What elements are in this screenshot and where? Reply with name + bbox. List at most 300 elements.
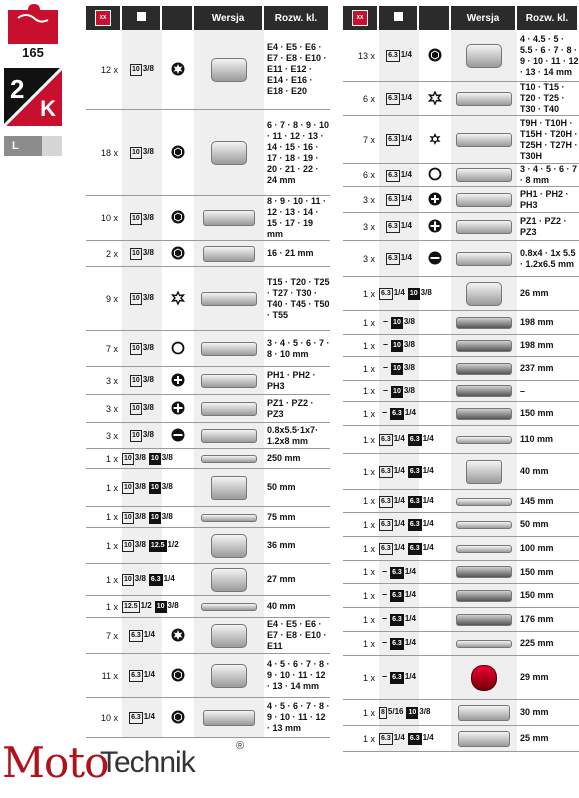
profile-cell: [419, 632, 451, 656]
drive-fraction: 3/8: [161, 482, 173, 491]
size-range: E4 · E5 · E6 · E7 · E8 · E10 · E11: [264, 618, 330, 654]
torx-star-icon: [171, 634, 185, 644]
table-row: [343, 426, 579, 454]
size-range: T15 · T20 · T25 · T27 · T30 · T40 · T45 · T50 · T55: [264, 267, 330, 331]
tool-image-cell: [451, 277, 517, 311]
size-range: 16 · 21 mm: [264, 241, 330, 267]
bar-tool-image: [456, 521, 512, 529]
table-row: [343, 357, 579, 381]
no-drive-dash: –: [383, 362, 389, 372]
drive-size-badge: 6.3: [386, 194, 400, 206]
quantity: 1 x: [86, 596, 122, 618]
drive-fraction: 1/4: [393, 733, 405, 742]
drive-fraction: 1/4: [393, 495, 405, 505]
tool-image-cell: [194, 449, 264, 469]
table-row: [86, 395, 330, 423]
drive-fraction: 1/4: [404, 590, 416, 599]
profile-cell: [162, 618, 194, 654]
profile-cell: [162, 331, 194, 367]
tool-image-cell: [194, 367, 264, 395]
table-row: [343, 584, 579, 608]
table-row: [86, 469, 330, 507]
phillips-icon: [171, 379, 185, 389]
profile-cell: [162, 267, 194, 331]
bit-tool-image: [201, 374, 257, 388]
ratchet-tool-image: [456, 317, 512, 329]
drive-fraction: 3/8: [134, 511, 146, 521]
quantity: 1 x: [343, 656, 379, 700]
quantity: 1 x: [86, 528, 122, 564]
drive-size: [379, 277, 432, 311]
size-range: E4 · E5 · E6 · E7 · E8 · E10 · E11 · E12 · E14 · E16 · E18 · E20: [264, 30, 330, 110]
size-range: 250 mm: [264, 449, 330, 469]
drive-size: [379, 454, 434, 490]
drive-size-badge: 10: [406, 707, 418, 719]
profile-cell: [419, 241, 451, 277]
drive-fraction: 1/2: [167, 540, 179, 549]
drive-size-badge: 6.3: [390, 408, 404, 420]
tool-image-cell: [451, 311, 517, 335]
tool-image-cell: [194, 30, 264, 110]
quantity: 3 x: [86, 367, 122, 395]
table-row: [86, 423, 330, 449]
drive-fraction: 3/8: [419, 707, 431, 716]
tool-image-cell: [194, 596, 264, 618]
drive-size-badge: 6.3: [149, 574, 163, 586]
profile-cell: [419, 164, 451, 187]
hex-socket-icon: [171, 716, 185, 726]
table-row: [86, 654, 330, 698]
square-drive-icon: [394, 12, 403, 21]
tool-image-cell: [194, 267, 264, 331]
bit-tool-image: [456, 193, 512, 207]
drive-fraction: 1/4: [404, 614, 416, 623]
profile-cell: [162, 654, 194, 698]
quantity: 1 x: [86, 449, 122, 469]
drive-fraction: 3/8: [142, 293, 154, 302]
drive-fraction: 3/8: [403, 317, 415, 326]
deep-tool-image: [203, 710, 255, 726]
profile-cell: [162, 395, 194, 423]
size-range: 176 mm: [517, 608, 579, 632]
profile-cell: [419, 311, 451, 335]
tool-image-cell: [451, 116, 517, 164]
socket-tool-image: [211, 664, 247, 688]
tool-image-cell: [451, 561, 517, 584]
ratchet-tool-image: [456, 566, 512, 578]
drive-size-badge: 10: [130, 147, 142, 159]
quantity: 3 x: [343, 241, 379, 277]
tool-image-cell: [451, 335, 517, 357]
drive-size-badge: 6.3: [408, 466, 422, 478]
ratchet-tool-image: [456, 385, 512, 397]
drive-size-badge: 6.3: [379, 543, 393, 555]
size-range: 29 mm: [517, 656, 579, 700]
tool-image-cell: [194, 196, 264, 241]
size-range: 0.8x4 · 1x 5.5 · 1.2x6.5 mm: [517, 241, 579, 277]
drive-fraction: 1/4: [400, 169, 412, 179]
socket-tool-image: [211, 534, 247, 558]
quantity: 1 x: [343, 726, 379, 752]
drive-fraction: 1/4: [400, 134, 412, 143]
drive-size-badge: 10: [122, 574, 134, 586]
header-brand-cell: [86, 6, 122, 30]
deep-tool-image: [458, 705, 510, 721]
tool-image-cell: [194, 331, 264, 367]
size-range: 3 · 4 · 5 · 6 · 7 · 8 · 10 mm: [264, 331, 330, 367]
drive-size-badge: 6.3: [390, 590, 404, 602]
grade-number: 2: [10, 74, 25, 104]
drive-size-badge: 6.3: [379, 466, 393, 478]
quantity: 1 x: [86, 564, 122, 596]
tool-image-cell: [194, 241, 264, 267]
bar-tool-image: [456, 436, 512, 444]
bit-tool-image: [456, 92, 512, 106]
profile-cell: [419, 116, 451, 164]
drive-fraction: 1/4: [393, 466, 405, 475]
drive-size-badge: 6.3: [379, 496, 393, 508]
drive-size: [122, 654, 162, 698]
quantity: 11 x: [86, 654, 122, 698]
profile-cell: [419, 402, 451, 426]
drive-fraction: 1/4: [404, 672, 416, 681]
drive-size: [379, 164, 419, 187]
pozidriv-icon: [428, 225, 442, 235]
drive-fraction: 3/8: [403, 340, 415, 349]
table-row: [86, 564, 330, 596]
drive-size-badge: 10: [122, 482, 134, 494]
drive-fraction: 1/4: [422, 466, 434, 475]
drive-fraction: 3/8: [420, 288, 432, 297]
drive-size-badge: 6.3: [386, 170, 400, 182]
watermark-technik: Technik: [100, 746, 195, 779]
profile-cell: [419, 656, 451, 700]
drive-size-badge: 6.3: [386, 93, 400, 105]
quantity: 1 x: [343, 700, 379, 726]
bar-tool-image: [456, 498, 512, 506]
tool-image-cell: [451, 241, 517, 277]
drive-size-badge: 6.3: [408, 733, 422, 745]
table-row: [343, 561, 579, 584]
quantity: 1 x: [343, 426, 379, 454]
quantity: 3 x: [343, 213, 379, 241]
tool-image-cell: [451, 632, 517, 656]
square-drive-icon: [137, 12, 146, 21]
tool-image-cell: [194, 654, 264, 698]
drive-size: [122, 395, 162, 423]
quantity: 7 x: [343, 116, 379, 164]
drive-size-badge: 10: [130, 248, 142, 260]
table-row: [343, 381, 579, 402]
ring-icon: [428, 173, 442, 183]
drive-size-badge: 6.3: [386, 253, 400, 265]
drive-size: [122, 469, 173, 507]
torx-hole-icon: [428, 138, 442, 148]
quantity: 7 x: [86, 618, 122, 654]
profile-cell: [162, 241, 194, 267]
no-drive-dash: –: [383, 384, 389, 395]
tool-image-cell: [194, 507, 264, 528]
drive-size-badge: 6.3: [408, 434, 422, 446]
profile-cell: [162, 30, 194, 110]
brand-icon: XX: [352, 10, 368, 26]
drive-fraction: 1/4: [422, 543, 434, 552]
drive-size-badge: 6.3: [390, 672, 404, 684]
table-row: [86, 196, 330, 241]
drive-size: [122, 618, 162, 654]
size-range: 75 mm: [264, 507, 330, 528]
tool-image-cell: [451, 726, 517, 752]
size-range: 40 mm: [264, 596, 330, 618]
table-row: [343, 656, 579, 700]
size-range: 237 mm: [517, 357, 579, 381]
phillips-icon: [428, 198, 442, 208]
drive-size: [122, 449, 173, 469]
quantity: 1 x: [343, 537, 379, 561]
drive-size-badge: 12.5: [122, 601, 140, 613]
drive-fraction: 1/4: [400, 221, 412, 230]
size-range: 150 mm: [517, 402, 579, 426]
drive-fraction: 3/8: [142, 147, 154, 156]
quantity: 1 x: [86, 469, 122, 507]
profile-cell: [419, 561, 451, 584]
table-row: [343, 726, 579, 752]
size-range: PH1 · PH2 · PH3: [517, 187, 579, 213]
drive-size: [379, 490, 434, 513]
hex-socket-icon: [171, 252, 185, 262]
profile-cell: [419, 187, 451, 213]
drive-size: [122, 596, 179, 618]
drive-size-badge: 6.3: [390, 638, 404, 650]
drive-size: [379, 335, 419, 357]
bit-tool-image: [201, 292, 257, 306]
drive-fraction: 3/8: [134, 540, 146, 549]
header-sizes: Rozw. kl.: [517, 6, 579, 30]
drive-size: [379, 116, 419, 164]
drive-size-badge: 10: [122, 512, 134, 524]
red-tool-image: [471, 665, 497, 691]
tool-image-cell: [451, 584, 517, 608]
quantity: 1 x: [343, 402, 379, 426]
size-range: 30 mm: [517, 700, 579, 726]
profile-cell: [419, 335, 451, 357]
drive-size-badge: 6.3: [390, 567, 404, 579]
drive-fraction: 1/4: [143, 712, 155, 721]
socket-tool-image: [466, 282, 502, 306]
ring-icon: [171, 347, 185, 357]
drive-fraction: 3/8: [142, 343, 154, 352]
tool-image-cell: [451, 30, 517, 82]
ratchet-tool-image: [456, 408, 512, 420]
header-icon-cell: [419, 6, 451, 30]
drive-size-badge: 10: [130, 343, 142, 355]
size-range: PZ1 · PZ2 · PZ3: [517, 213, 579, 241]
size-range: 27 mm: [264, 564, 330, 596]
drive-size-badge: 6.3: [379, 733, 393, 745]
drive-size: [379, 656, 419, 700]
drive-fraction: 1/2: [140, 601, 152, 610]
drive-fraction: 1/4: [422, 519, 434, 528]
drive-fraction: 1/4: [400, 50, 412, 59]
hex-socket-icon: [171, 216, 185, 226]
drive-fraction: 1/4: [393, 543, 405, 552]
table-row: [343, 187, 579, 213]
table-row: [86, 596, 330, 618]
quantity: 7 x: [86, 331, 122, 367]
table-row: [343, 537, 579, 561]
drive-size: [379, 311, 419, 335]
drive-size: [122, 241, 162, 267]
watermark-registered: ®: [236, 740, 245, 752]
size-range: 4 · 5 · 6 · 7 · 8 · 9 · 10 · 11 · 12 · 13 · 14 mm: [264, 654, 330, 698]
grade-badge: [4, 68, 62, 126]
size-range: 25 mm: [517, 726, 579, 752]
tool-image-cell: [451, 213, 517, 241]
size-range: –: [517, 381, 579, 402]
moto-technik-watermark: [0, 732, 250, 798]
drive-size-badge: 10: [391, 317, 403, 329]
size-indicator: [4, 136, 62, 156]
bar-tool-image: [456, 545, 512, 553]
header-icon-cell: [162, 6, 194, 30]
tool-image-cell: [451, 164, 517, 187]
size-letter: L: [4, 136, 42, 156]
quantity: 3 x: [86, 423, 122, 449]
size-range: 8 · 9 · 10 · 11 · 12 · 13 · 14 · 15 · 17 · 19 mm: [264, 196, 330, 241]
quantity: 10 x: [86, 698, 122, 738]
drive-size: [379, 213, 419, 241]
drive-size-badge: 6.3: [379, 288, 393, 300]
socket-tool-image: [211, 624, 247, 648]
profile-cell: [419, 357, 451, 381]
bit-tool-image: [456, 252, 512, 266]
quantity: 6 x: [343, 164, 379, 187]
quantity: 10 x: [86, 196, 122, 241]
table-row: [86, 241, 330, 267]
drive-fraction: 1/4: [404, 566, 416, 576]
table-row: [86, 507, 330, 528]
drive-size: [379, 241, 419, 277]
tool-image-cell: [194, 564, 264, 596]
profile-cell: [162, 196, 194, 241]
drive-fraction: 1/4: [393, 434, 405, 443]
quantity: 1 x: [343, 584, 379, 608]
tool-image-cell: [451, 490, 517, 513]
hex-socket-icon: [171, 151, 185, 161]
bit-tool-image: [456, 220, 512, 234]
drive-size: [122, 564, 175, 596]
hex-socket-icon: [171, 674, 185, 684]
drive-fraction: 1/4: [400, 253, 412, 262]
drive-size: [379, 726, 434, 752]
deep-tool-image: [203, 210, 255, 226]
bar-tool-image: [201, 514, 257, 522]
drive-fraction: 1/4: [400, 194, 412, 203]
bit-tool-image: [456, 133, 512, 147]
watermark-moto: Moto: [2, 738, 109, 787]
no-drive-dash: –: [383, 316, 389, 326]
right-catalog-table: [343, 6, 579, 752]
drive-fraction: 1/4: [404, 638, 416, 647]
drive-size-badge: 6.3: [379, 519, 393, 531]
drive-size-badge: 12.5: [149, 540, 167, 552]
tool-image-cell: [451, 187, 517, 213]
drive-fraction: 3/8: [134, 453, 146, 462]
drive-size-badge: 10: [155, 601, 167, 613]
tool-image-cell: [194, 469, 264, 507]
drive-size: [379, 402, 419, 426]
drive-fraction: 1/4: [422, 434, 434, 443]
tool-image-cell: [451, 700, 517, 726]
tool-image-cell: [451, 402, 517, 426]
header-version: Wersja: [451, 6, 517, 30]
profile-cell: [162, 367, 194, 395]
size-range: 50 mm: [264, 469, 330, 507]
quantity: 1 x: [343, 335, 379, 357]
table-row: [86, 110, 330, 196]
drive-size: [122, 423, 162, 449]
size-range: 225 mm: [517, 632, 579, 656]
drive-size-badge: 6.3: [129, 670, 143, 682]
torx-star-icon: [171, 68, 185, 78]
drive-size: [122, 110, 162, 196]
size-range: 50 mm: [517, 513, 579, 537]
no-drive-dash: –: [382, 565, 388, 576]
tool-image-cell: [451, 357, 517, 381]
table-row: [343, 700, 579, 726]
drive-fraction: 1/4: [400, 93, 412, 102]
quantity: 1 x: [343, 277, 379, 311]
tool-image-cell: [194, 395, 264, 423]
size-range: 6 · 7 · 8 · 9 · 10 · 11 · 12 · 13 · 14 · 15 · 16 · 17 · 18 · 19 · 20 · 21 · 22 · 24 mm: [264, 110, 330, 196]
quantity: 1 x: [343, 608, 379, 632]
ratchet-tool-image: [456, 363, 512, 375]
drive-fraction: 1/4: [143, 670, 155, 679]
drive-size: [379, 187, 419, 213]
tool-image-cell: [194, 423, 264, 449]
drive-size: [379, 381, 419, 402]
tool-image-cell: [451, 656, 517, 700]
bit-tool-image: [201, 342, 257, 356]
drive-size-badge: 6.3: [408, 519, 422, 531]
table-row: [86, 449, 330, 469]
drive-size: [122, 367, 162, 395]
header-version: Wersja: [194, 6, 264, 30]
table-row: [343, 311, 579, 335]
no-drive-dash: –: [382, 671, 388, 681]
quantity: 2 x: [86, 241, 122, 267]
drive-size-badge: 6.3: [129, 630, 143, 642]
table-row: [343, 241, 579, 277]
table-row: [86, 331, 330, 367]
drive-size-badge: 10: [391, 340, 403, 352]
drive-size: [122, 528, 179, 564]
drive-fraction: 1/4: [393, 288, 405, 297]
size-range: 110 mm: [517, 426, 579, 454]
drive-fraction: 3/8: [142, 248, 154, 257]
drive-size: [122, 267, 162, 331]
size-range: T9H · T10H · T15H · T20H · T25H · T27H · T30H: [517, 116, 579, 164]
bit-tool-image: [201, 429, 257, 443]
size-range: 198 mm: [517, 335, 579, 357]
torx-outline-icon: [428, 97, 442, 107]
table-row: [343, 164, 579, 187]
size-range: 4 · 5 · 6 · 7 · 8 · 9 · 10 · 11 · 12 · 13 mm: [264, 698, 330, 738]
socket-tool-image: [211, 141, 247, 165]
table-row: [343, 335, 579, 357]
drive-fraction: 1/4: [163, 574, 175, 583]
header-sizes: Rozw. kl.: [264, 6, 330, 30]
